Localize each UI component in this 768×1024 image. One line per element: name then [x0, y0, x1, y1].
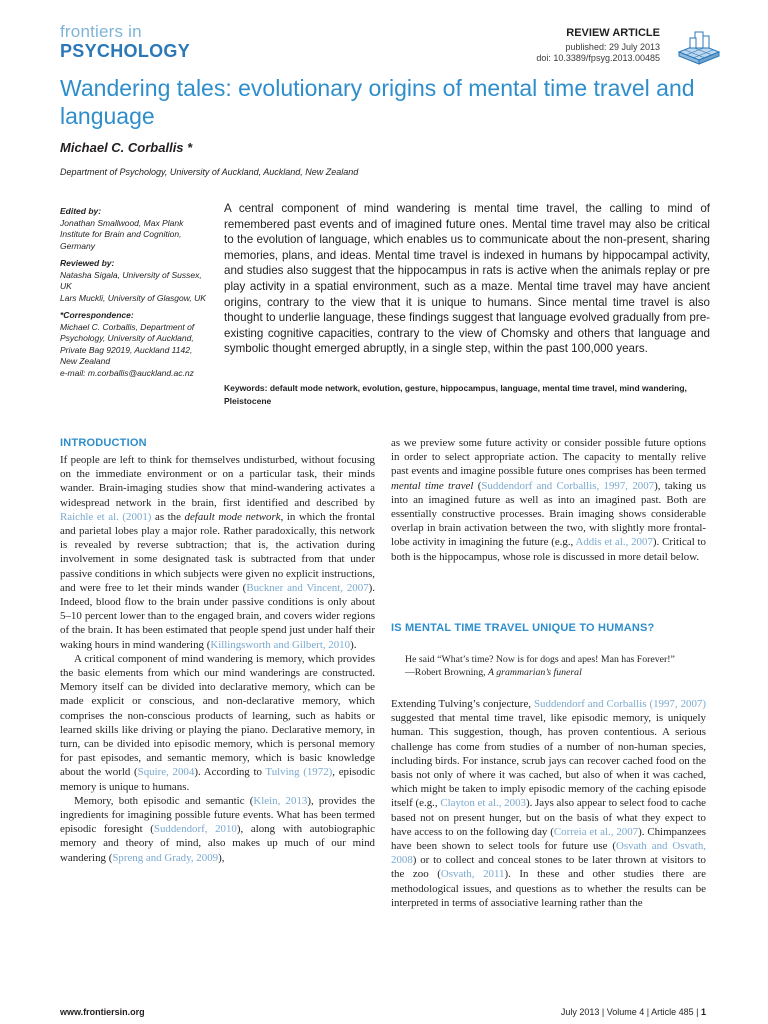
footer-issue-info: July 2013 | Volume 4 | Article 485 | 1	[560, 1007, 706, 1017]
citation-link[interactable]: Killingsworth and Gilbert, 2010	[210, 638, 351, 651]
citation-link[interactable]: Correia et al., 2007	[553, 825, 639, 838]
paragraph: A critical component of mind wandering is memory, which provides the basic elements from which our mind wanderings are constructed. Memory itself can be divided into declarative memory, which can be made explicit or conscious, and non-declarative memory, which comprises the non-conscious products of learning, such as habits or learned skills like driving or playing the piano. Declarative memory, in turn, can be divided into episodic memory, which is personal memory for past episodes, and semantic memory, which is basic knowledge about the world (Squire, 2004). According to Tulving (1972), episodic memory is unique to humans.	[60, 652, 375, 793]
citation-link[interactable]: Suddendorf and Corballis (1997, 2007)	[534, 698, 706, 710]
epigraph-quote	[405, 653, 705, 679]
keywords-label: Keywords:	[224, 383, 268, 393]
author-affiliation: Department of Psychology, University of Auckland, Auckland, New Zealand	[60, 167, 359, 177]
section-heading-introduction: INTRODUCTION	[60, 437, 147, 449]
body-column-right-bottom	[391, 697, 706, 910]
reviewed-by-label: Reviewed by:	[60, 258, 115, 268]
page-number: 1	[700, 1007, 706, 1017]
citation-link[interactable]: Osvath, 2011	[440, 868, 505, 881]
citation-link[interactable]: Suddendorf and Corballis, 1997, 2007	[481, 479, 655, 492]
citation-link[interactable]: Squire, 2004	[137, 766, 195, 779]
paragraph: as we preview some future activity or consider possible future options in order to select appropriate action. The capacity to mentally relive past events and imagine possible future ones comprises has been termed mental time travel (Suddendorf and Corballis, 1997, 2007), taking us into an imagined future as well as into an imagined past. Both are essentially constructive processes. Brain imaging shows considerable overlap in brain activation between the two, with slightly more frontal-lobe activity in imagining the future (e.g., Addis et al., 2007). Critical to both is the hippocampus, whose role is discussed in more detail below.	[391, 437, 707, 563]
journal-brand-line2: PSYCHOLOGY	[60, 41, 191, 61]
article-title: Wandering tales: evolutionary origins of mental time travel and language	[60, 75, 695, 129]
quote-attribution: —Robert Browning, A grammarian’s funeral	[405, 667, 582, 678]
published-date: published: 29 July 2013	[565, 42, 660, 52]
abstract: A central component of mind wandering is mental time travel, the calling to mind of remembered past events and of imagined future ones. Mental time travel may also be critical to the evolution of language, which enables us to communicate about the non-present, sharing memories, plans, and ideas. Mental time travel is indexed in humans by hippocampal activity, and studies also suggest that the hippocampus in rats is active when the animals replay or pre play activity in a spatial environment, such as a maze. Mental time travel may have ancient origins, contrary to the view that it is unique to humans. Since mental time travel is also thought to underlie language, these findings suggest that language evolved gradually from pre-existing cognitive capacities, contrary to the view of Chomsky and others that language and symbolic thought emerged abruptly, in a single step, within the past 100,000 years.	[224, 202, 710, 356]
correspondence-address: Michael C. Corballis, Department of Psychology, University of Auckland, Private Bag 92019, Auckland 1142, New Zealand	[60, 321, 195, 366]
citation-link[interactable]: Suddendorf, 2010	[153, 823, 237, 836]
section-heading-mental-time-travel: IS MENTAL TIME TRAVEL UNIQUE TO HUMANS?	[391, 622, 655, 634]
body-column-left	[60, 453, 375, 865]
reviewer: Lars Muckli, University of Glasgow, UK	[60, 292, 206, 303]
citation-link[interactable]: Tulving (1972)	[265, 766, 333, 779]
reviewer: Natasha Sigala, University of Sussex, UK	[60, 269, 202, 291]
keywords	[224, 382, 710, 408]
citation-link[interactable]: Osvath and Osvath, 2008	[391, 840, 706, 867]
journal-logo-icon	[676, 26, 722, 66]
editor: Jonathan Smallwood, Max Plank Institute for Brain and Cognition, Germany	[60, 217, 184, 251]
paragraph: If people are left to think for themselves undisturbed, without focusing on the immediate environment or on a particular task, their minds wander. Brain-imaging studies show that mind-wandering activates a widespread network in the brain, first identified and described by Raichle et al. (2001) as the default mode network, in which the frontal and parietal lobes play a major role. Rather paradoxically, this network is revealed by reverse subtraction; that is, the activation during involvement in some designated task is subtracted from that under passive conditions in which subjects were given no explicit instructions, and were free to let their minds wander (Buckner and Vincent, 2007). Indeed, blood flow to the brain under passive conditions is only about 5–10 percent lower than to the engaged brain, and covers wider regions of the brain. It has been estimated that people spend just under half their waking hours in mind wandering (Killingsworth and Gilbert, 2010).	[60, 454, 375, 651]
quote-text: He said “What’s time? Now is for dogs and apes! Man has Forever!”	[405, 654, 675, 665]
edited-by-label: Edited by:	[60, 206, 102, 216]
journal-brand-line1: frontiers in	[60, 22, 142, 41]
citation-link[interactable]: Addis et al., 2007	[575, 536, 653, 549]
correspondence-email[interactable]: e-mail: m.corballis@auckland.ac.nz	[60, 367, 194, 378]
article-info-box	[60, 206, 210, 379]
author-name: Michael C. Corballis *	[60, 140, 193, 155]
citation-link[interactable]: Klein, 2013	[253, 794, 308, 807]
doi: doi: 10.3389/fpsyg.2013.00485	[536, 53, 660, 63]
citation-link[interactable]: Raichle et al. (2001)	[60, 510, 152, 523]
paragraph: Extending Tulving’s conjecture, Suddendorf and Corballis (1997, 2007) suggested that mental time travel, like episodic memory, is uniquely human. This suggestion, though, has proven contentious. A serious challenge has come from studies of a number of non-human species, including birds. For instance, scrub jays can recover cached food on the basis not only of where it was cached, but also of when it was cached, which might be taken to imply episodic memory of the caching episode itself (e.g., Clayton et al., 2003). Jays also appear to select food to cache based not on present hunger, but on the basis of what they expect to have access to on the following day (Correia et al., 2007). Chimpanzees have been shown to select tools for future use (Osvath and Osvath, 2008) or to collect and conceal stones to be later thrown at visitors to the zoo (Osvath, 2011). In these and other studies there are methodological issues, and questions as to whether the results can be interpreted in terms of associative learning rather than the	[391, 698, 707, 909]
paragraph: Memory, both episodic and semantic (Klein, 2013), provides the ingredients for imagining possible future events. What has been termed episodic foresight (Suddendorf, 2010), along with autobiographic memory and theory of mind, also makes up much of our mind wandering (Spreng and Grady, 2009),	[60, 794, 376, 864]
correspondence-label: *Correspondence:	[60, 310, 134, 320]
citation-link[interactable]: Buckner and Vincent, 2007	[246, 581, 369, 594]
article-type: REVIEW ARTICLE	[566, 27, 660, 39]
body-column-right-top	[391, 436, 706, 564]
keywords-list: default mode network, evolution, gesture, hippocampus, language, mental time travel, mind wandering, Pleistocene	[224, 383, 687, 406]
citation-link[interactable]: Clayton et al., 2003	[440, 797, 526, 810]
footer-website-link[interactable]: www.frontiersin.org	[60, 1007, 145, 1017]
citation-link[interactable]: Spreng and Grady, 2009	[112, 851, 219, 864]
